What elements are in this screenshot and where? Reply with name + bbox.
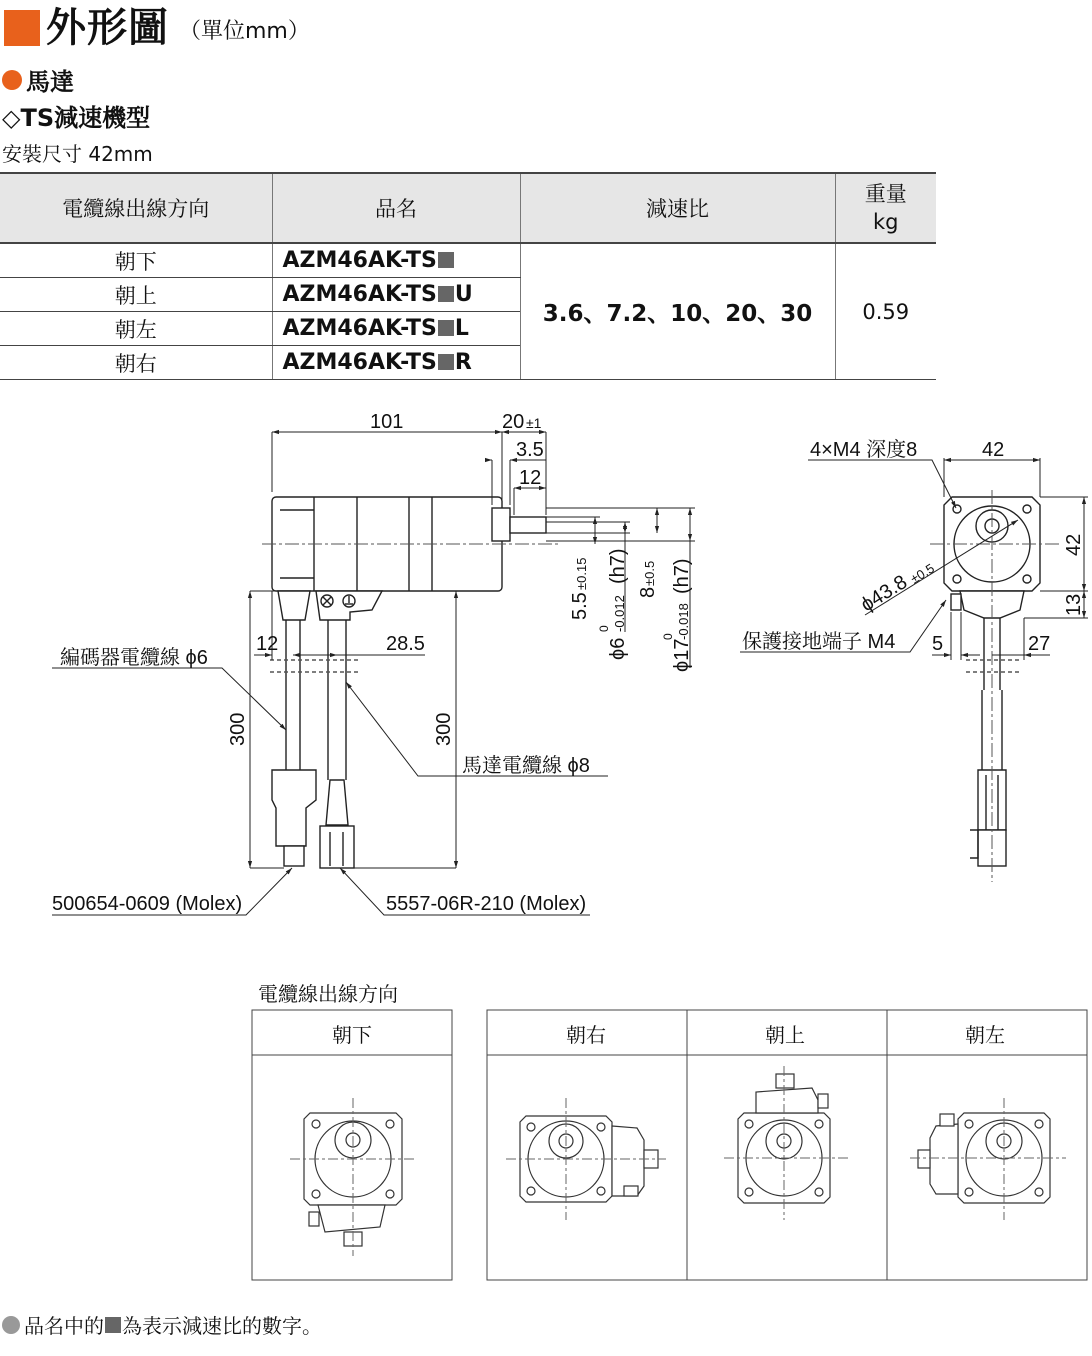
gray-dot-icon	[2, 1316, 20, 1334]
cell-model: AZM46AK-TS	[272, 243, 520, 278]
dim-6-tol-top: 0	[597, 625, 611, 632]
cell-direction: 朝上	[0, 278, 272, 312]
note-after: 為表示減速比的數字。	[122, 1314, 322, 1338]
dim-5-5: 5.5	[569, 592, 591, 620]
placeholder-square-icon	[105, 1317, 121, 1333]
dim-20-tol: ±1	[526, 415, 542, 431]
note-before: 品名中的	[24, 1314, 104, 1338]
cell-direction: 朝左	[0, 312, 272, 346]
dim-12-cable: 12	[256, 633, 279, 655]
direction-right: 朝右	[566, 1025, 606, 1047]
cell-model: AZM46AK-TS R	[272, 346, 520, 380]
cell-direction: 朝下	[0, 243, 272, 278]
unit-label: （單位mm）	[179, 19, 310, 44]
dim-20: 20	[502, 411, 525, 433]
dim-27: 27	[1028, 633, 1051, 655]
dim-6: ϕ6	[607, 637, 629, 660]
footnote	[2, 1310, 322, 1339]
ground-label: 保護接地端子 M4	[742, 631, 896, 653]
motor-side-view	[270, 497, 546, 868]
dim-5-5-tol: ±0.15	[574, 557, 589, 590]
diamond-icon: ◇	[2, 104, 21, 132]
cell-model: AZM46AK-TS L	[272, 312, 520, 346]
dim-300-left: 300	[227, 712, 249, 746]
dim-17: ϕ17	[671, 638, 693, 672]
subsection-bold: TS	[20, 104, 55, 132]
direction-caption: 電纜線出線方向	[258, 982, 398, 1006]
col-header-ratio: 減速比	[520, 173, 835, 243]
cell-model: AZM46AK-TS U	[272, 278, 520, 312]
motor-cable-label: 馬達電纜線 ϕ8	[462, 755, 590, 777]
direction-up: 朝上	[765, 1025, 805, 1047]
direction-down: 朝下	[332, 1025, 372, 1047]
motor-connector-label: 5557-06R-210 (Molex)	[386, 893, 587, 915]
dim-6-tol-bot: -0.012	[612, 595, 627, 632]
dim-5: 5	[932, 633, 944, 655]
dim-6-fit: (h7)	[607, 548, 629, 584]
screw-label: 4×M4 深度8	[810, 439, 918, 461]
pcd-tol: ±0.5	[907, 560, 937, 587]
encoder-connector-label: 500654-0609 (Molex)	[52, 893, 243, 915]
cell-direction: 朝右	[0, 346, 272, 380]
subsection-rest: 減速機型	[54, 104, 151, 132]
dim-42-top: 42	[982, 439, 1005, 461]
dim-101: 101	[370, 411, 404, 433]
title-text: 外形圖	[46, 5, 169, 51]
dim-17-fit: (h7)	[671, 558, 693, 594]
cell-weight: 0.59	[835, 243, 936, 380]
pcd-label: ϕ43.8	[856, 571, 912, 617]
dim-3-5: 3.5	[516, 439, 544, 461]
col-header-weight: 重量 kg	[835, 173, 936, 243]
dim-17-tol-bot: -0.018	[676, 603, 691, 640]
dim-13: 13	[1063, 593, 1085, 616]
col-header-direction: 電纜線出線方向	[0, 173, 272, 243]
dim-12-top: 12	[519, 467, 542, 489]
direction-left: 朝左	[965, 1025, 1005, 1047]
dim-8: 8	[637, 586, 659, 598]
dim-8-tol: ±0.5	[642, 560, 657, 586]
encoder-cable-label: 編碼器電纜線 ϕ6	[60, 647, 208, 669]
dim-42-side: 42	[1063, 533, 1085, 556]
mount-size-label: 安裝尺寸 42mm	[2, 142, 153, 166]
section-text: 馬達	[26, 68, 74, 96]
dim-28-5: 28.5	[386, 633, 425, 655]
dim-17-tol-top: 0	[661, 633, 675, 640]
col-header-model: 品名	[272, 173, 520, 243]
cell-ratio: 3.6、7.2、10、20、30	[520, 243, 835, 380]
dim-300-right: 300	[433, 712, 455, 746]
